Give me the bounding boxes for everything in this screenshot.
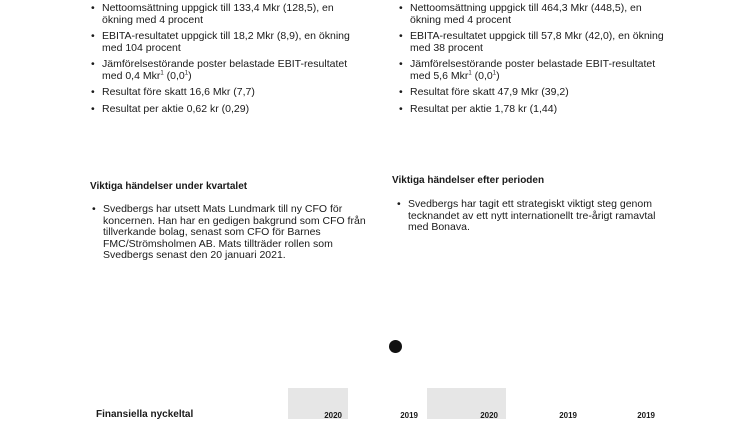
bullet-text-tail: (0,0	[163, 69, 185, 82]
bullet-text: Resultat per aktie 0,62 kr (0,29)	[102, 102, 250, 115]
event-text: Svedbergs har utsett Mats Lundmark till ny CFO för koncernen. Han har en gedigen bakgrund som CFO från tillverkande bolag, senast som CFO för Barnes FMC/Strömsholmen AB. Mats tillträder rollen som Svedbergs senast den 20 januari 2021.	[103, 203, 366, 261]
year-header: 2019	[559, 411, 577, 420]
after-period-events-heading: Viktiga händelser efter perioden	[392, 175, 545, 186]
list-item	[90, 3, 360, 26]
footnote-mark: 1	[492, 70, 497, 76]
after-period-events-list	[396, 199, 671, 239]
list-item	[398, 3, 668, 26]
footnote-mark: 1	[468, 70, 472, 76]
event-text: Svedbergs har tagit ett strategiskt viktigt steg genom tecknandet av ett nytt internationellt tre-årigt ramavtal med Bonava.	[408, 198, 656, 233]
year-header: 2020	[324, 411, 342, 420]
bullet-text: Jämförelsestörande poster belastade EBIT-resultatet med 5,6 Mkr	[410, 58, 656, 82]
list-item	[398, 87, 668, 99]
right-bullet-list	[398, 3, 668, 115]
right-summary	[398, 3, 668, 120]
year-header: 2019	[637, 411, 655, 420]
bullet-text: Resultat per aktie 1,78 kr (1,44)	[410, 102, 558, 115]
list-item	[90, 87, 360, 99]
bullet-text: Resultat före skatt 47,9 Mkr (39,2)	[410, 86, 569, 98]
year-header: 2020	[480, 411, 498, 420]
list-item	[91, 204, 366, 262]
bullet-text: Nettoomsättning uppgick till 464,3 Mkr (448,5), en ökning med 4 procent	[410, 2, 642, 26]
page-marker-dot	[389, 340, 402, 353]
bullet-text: EBITA-resultatet uppgick till 57,8 Mkr (42,0), en ökning med 38 procent	[410, 30, 664, 54]
bullet-text-end: )	[188, 69, 192, 82]
list-item	[398, 104, 668, 116]
list-item	[90, 104, 360, 116]
year-header: 2019	[400, 411, 418, 420]
quarter-events-list	[91, 204, 366, 267]
table-title: Finansiella nyckeltal	[96, 409, 194, 420]
bullet-text: Jämförelsestörande poster belastade EBIT-resultatet med 0,4 Mkr	[102, 58, 348, 82]
footnote-mark: 1	[184, 70, 189, 76]
list-item	[398, 59, 668, 82]
list-item	[396, 199, 671, 234]
list-item	[90, 31, 360, 54]
bullet-text: Resultat före skatt 16,6 Mkr (7,7)	[102, 86, 255, 98]
footnote-mark: 1	[160, 70, 164, 76]
quarter-events-heading: Viktiga händelser under kvartalet	[90, 181, 248, 192]
left-summary	[90, 3, 360, 120]
list-item	[398, 31, 668, 54]
bullet-text-end: )	[496, 69, 500, 82]
bullet-text-tail: (0,0	[471, 69, 493, 82]
bullet-text: EBITA-resultatet uppgick till 18,2 Mkr (8,9), en ökning med 104 procent	[102, 30, 350, 54]
bullet-text: Nettoomsättning uppgick till 133,4 Mkr (128,5), en ökning med 4 procent	[102, 2, 334, 26]
list-item	[90, 59, 360, 82]
left-bullet-list	[90, 3, 360, 115]
